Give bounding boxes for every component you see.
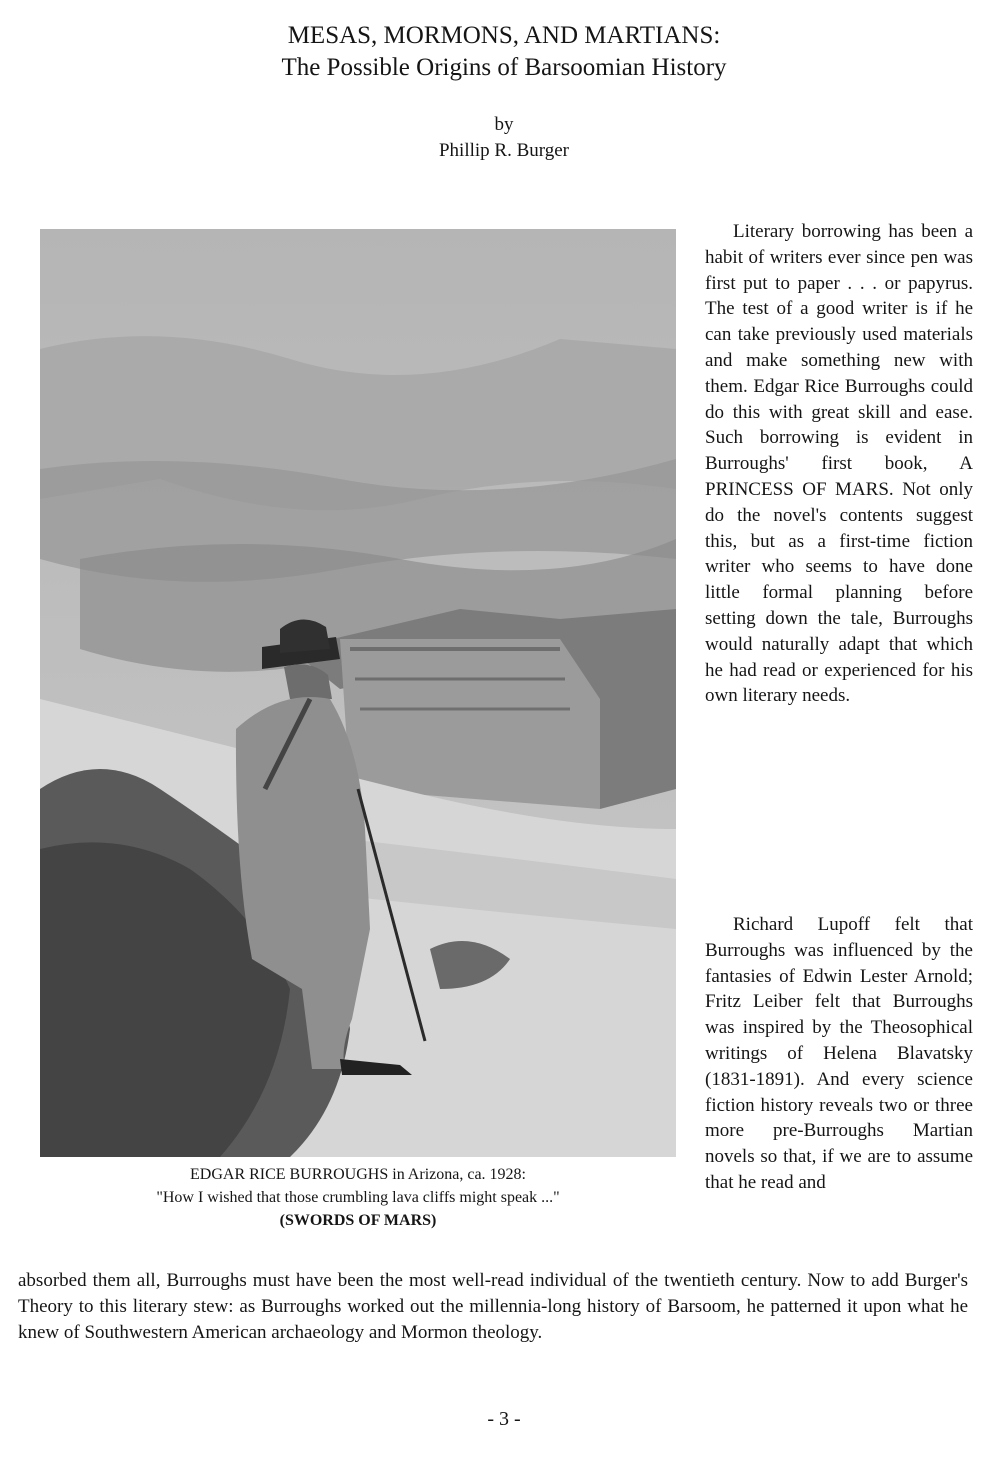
- photograph: [40, 229, 676, 1157]
- article-column-para-2: [705, 912, 973, 1196]
- photograph-illustration: [40, 229, 676, 1157]
- article-column-para-1: [705, 219, 973, 709]
- title-line-2: The Possible Origins of Barsoomian History: [281, 54, 727, 81]
- page-number: - 3 -: [487, 1408, 521, 1430]
- caption-line-3: (SWORDS OF MARS): [279, 1212, 437, 1229]
- title-line-1: MESAS, MORMONS, AND MARTIANS:: [287, 22, 721, 49]
- paragraph-1: Literary borrowing has been a habit of writers ever since pen was first put to paper . . . or papyrus. The test of a good writer is if he can take previously used materials and make something new with them. Edgar Rice Burroughs could do this with great skill and ease. Such borrowing is evident in Burroughs' first book, A PRINCESS OF MARS. Not only do the novel's contents suggest this, but as a first-time fiction writer who seems to have done little formal planning before setting down the tale, Burroughs would naturally adapt that which he had read or experienced for his own literary needs.: [705, 221, 973, 707]
- byline-by: by: [494, 114, 514, 135]
- paragraph-2-continued: absorbed them all, Burroughs must have been the most well-read individual of the twentieth century. Now to add Burger's Theory to this literary stew: as Burroughs worked out the millennia-long history of Barsoom, he patterned it upon what he knew of Southwestern American archaeology and Mormon theology.: [18, 1270, 968, 1343]
- caption-line-1: EDGAR RICE BURROUGHS in Arizona, ca. 1928:: [190, 1166, 526, 1183]
- photo-caption: [40, 1163, 676, 1232]
- author-name: Phillip R. Burger: [438, 140, 570, 161]
- caption-line-2: "How I wished that those crumbling lava cliffs might speak ...": [156, 1189, 560, 1206]
- article-title: [0, 20, 1008, 84]
- paragraph-2: Richard Lupoff felt that Burroughs was influenced by the fantasies of Edwin Lester Arnold; Fritz Leiber felt that Burroughs was inspired by the Theosophical writings of Helena Blavatsky (1831-1891). And every science fiction history reveals two or three more pre-Burroughs Martian novels so that, if we are to assume that he read and: [705, 914, 973, 1193]
